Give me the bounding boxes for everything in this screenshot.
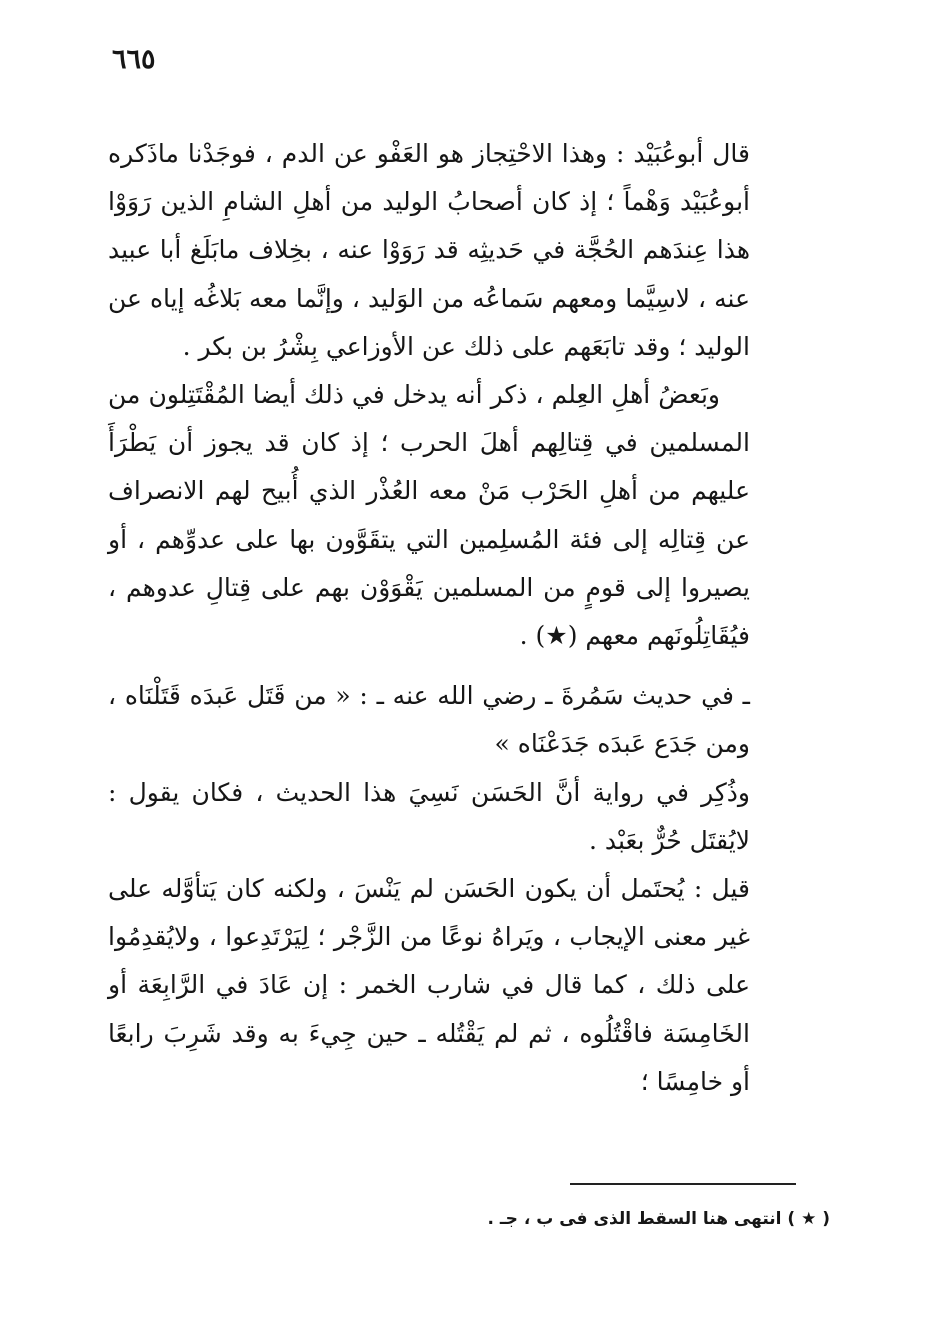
footnote: ( ★ ) انتهى هنا السقط الذى فى ب ، جـ .: [487, 1209, 830, 1229]
paragraph-riwaya-hasan: وذُكِر في رواية أنَّ الحَسَن نَسِيَ هذا الحديث ، فكان يقول : لايُقتَل حُرٌّ بعَبْد .: [108, 777, 750, 855]
paragraph-hadith-samura: ـ في حديث سَمُرةَ ـ رضي الله عنه ـ : « من قَتَل عَبدَه قَتَلْنَاه ، ومن جَدَع عَبدَه جَدَعْنَاه »: [108, 681, 750, 759]
paragraph-ahl-al-ilm: وبَعضُ أهلِ العِلم ، ذكر أنه يدخل في ذلك أيضا المُقْتَتِلون من المسلمين في قِتالِهم أهلَ الحرب ؛ إذ كان قد يجوز أن يَطْرَأَ عليهم من أهلِ الحَرْب مَنْ معه العُذْر الذي أُبيح لهم الانصراف عن قِتالِه إلى فئة المُسلِمين التي يتقَوَّون بها على عدوِّهم ، أو يصيروا إلى قومٍ من المسلمين يَقْوَوْن بهم على قِتالِ عدوهم ، فيُقَاتِلُونَهم معهم (★) .: [108, 380, 750, 651]
footnote-divider: [570, 1183, 796, 1185]
paragraph-abu-ubayd: قال أبوعُبَيْد : وهذا الاحْتِجاز هو العَفْو عن الدم ، فوجَدْنا ماذَكره أبوعُبَيْد وَهْماً ؛ إذ كان أصحابُ الوليد من أهلِ الشامِ الذين رَوَوْا هذا عِندَهم الحُجَّة في حَديثِه قد رَوَوْا عنه ، بخِلاف مابَلَغ أبا عبيد عنه ، لاسِيَّما ومعهم سَماعُه من الوَليد ، وإنَّما معه بَلاغُه إياه عن الوليد ؛ وقد تابَعَهم على ذلك عن الأوزاعي بِشْرُ بن بكر .: [108, 139, 750, 361]
paragraph-qila: قيل : يُحتَمل أن يكون الحَسَن لم يَنْسَ ، ولكنه كان يَتأوَّله على غير معنى الإيجاب ، ويَراهُ نوعًا من الزَّجْر ؛ لِيَرْتَدِعوا ، ولايُقدِمُوا على ذلك ، كما قال في شارب الخمر : إن عَادَ في الرَّابِعَة أو الخَامِسَة فاقْتُلُوه ، ثم لم يَقْتُله ـ حين جِيءَ به وقد شَرِبَ رابعًا أو خامِسًا ؛: [108, 874, 750, 1096]
body-text: [108, 130, 750, 1106]
page-number: ٦٦٥: [112, 44, 156, 75]
